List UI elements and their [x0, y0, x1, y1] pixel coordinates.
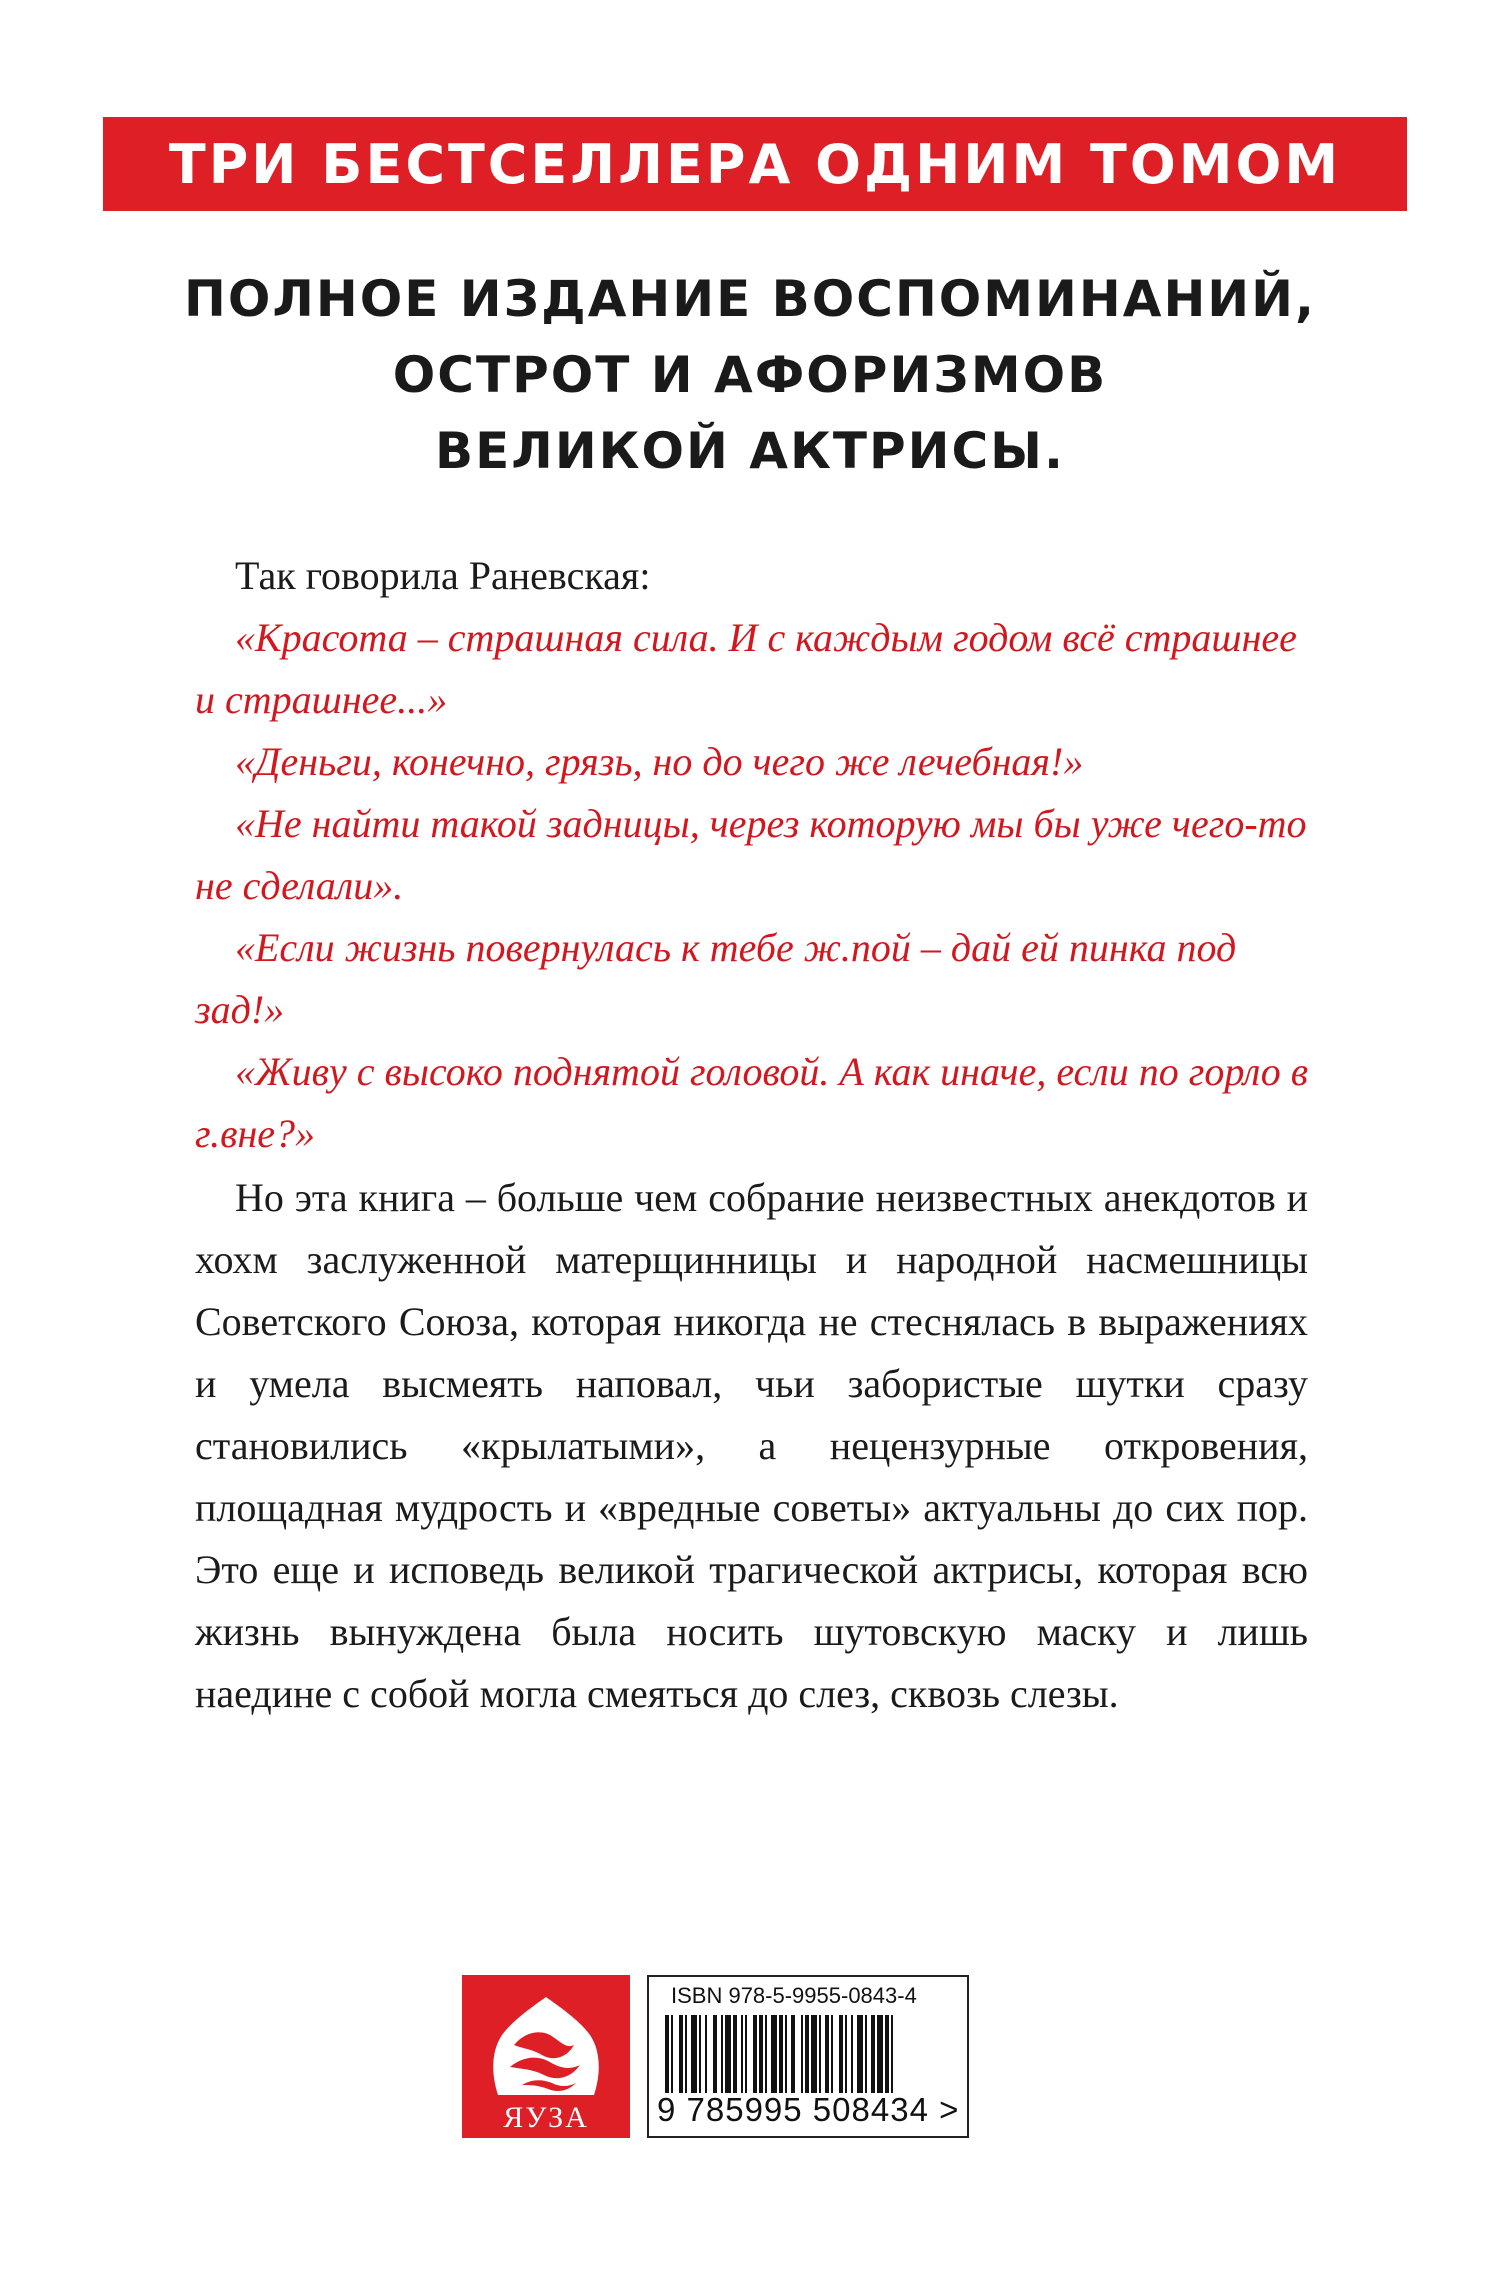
banner-text: ТРИ БЕСТСЕЛЛЕРА ОДНИМ ТОМОМ [168, 132, 1342, 196]
quote-3: «Не найти такой задницы, через которую мы бы уже чего-то не сделали». [195, 801, 1307, 908]
barcode-bars [663, 2015, 957, 2093]
barcode-digits: 9 785995 508434 > [657, 2091, 960, 2128]
intro-line: Так говорила Раневская: [235, 553, 651, 598]
subtitle-line-2: ОСТРОТ И АФОРИЗМОВ [392, 346, 1108, 404]
subtitle-line-3: ВЕЛИКОЙ АКТРИСЫ. [435, 422, 1065, 480]
publisher-logo-text: ЯУЗА [503, 2101, 589, 2134]
top-banner [103, 117, 1407, 211]
quote-1: «Красота – страшная сила. И с каждым годом всё страшнее и страшнее...» [195, 615, 1297, 722]
publisher-logo [462, 1975, 630, 2138]
description-paragraph: Но эта книга – больше чем собрание неизвестных анекдотов и хохм заслуженной матерщинницы и народной насмешницы Советского Союза, которая никогда не стеснялась в выражениях и умела высмеять наповал, чьи забористые шутки сразу становились «крылатыми», а нецензурные откровения, площадная мудрость и «вредные советы» актуальны до сих пор. Это еще и исповедь великой трагической актрисы, которая всю жизнь вынуждена была носить шутовскую маску и лишь наедине с собой могла смеяться до слез, сквозь слезы. [195, 1175, 1308, 1716]
subtitle-line-1: ПОЛНОЕ ИЗДАНИЕ ВОСПОМИНАНИЙ, [184, 270, 1316, 328]
quote-4: «Если жизнь повернулась к тебе ж.пой – дай ей пинка под зад!» [195, 925, 1237, 1032]
barcode-box [647, 1975, 969, 2138]
isbn-label: ISBN 978-5-9955-0843-4 [671, 1983, 917, 2008]
quote-5: «Живу с высоко поднятой головой. А как иначе, если по горло в г.вне?» [195, 1049, 1309, 1156]
quote-2: «Деньги, конечно, грязь, но до чего же лечебная!» [235, 739, 1084, 784]
quotes-section [195, 545, 1310, 1165]
